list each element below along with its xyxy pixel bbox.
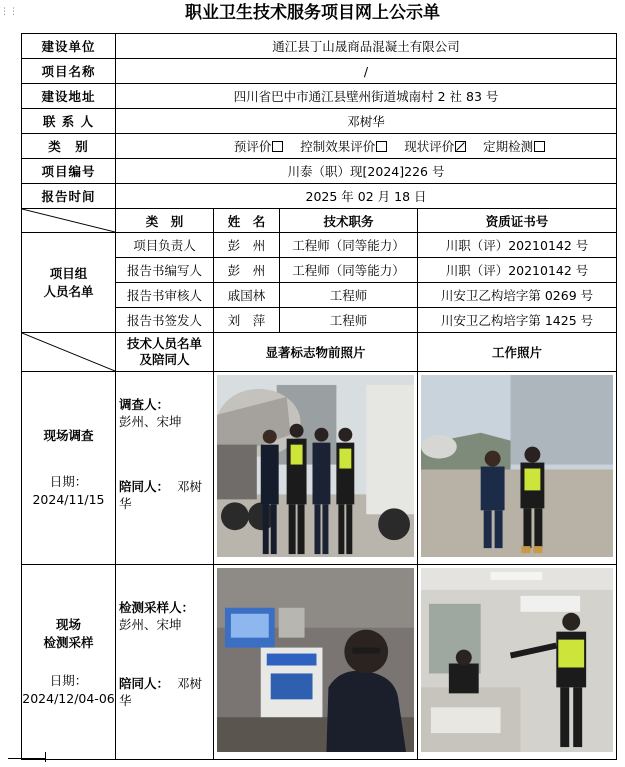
unit-label: 建设单位 [22, 34, 116, 59]
option-label: 现状评价 [404, 139, 455, 154]
drag-handle-icon[interactable]: ⋮⋮ [0, 7, 18, 17]
row-unit [22, 34, 617, 59]
code-label: 项目编号 [22, 159, 116, 184]
sign-photo-survey [217, 375, 414, 557]
staff-name: 彭 州 [214, 233, 280, 258]
option-control-effect [300, 139, 392, 154]
survey-date-label: 日期： [49, 474, 88, 489]
sampling-row [22, 565, 617, 760]
sign-photo-sampling [217, 568, 414, 752]
staff-role: 报告书审核人 [116, 283, 214, 308]
staff-header-title: 技术职务 [280, 209, 418, 233]
staff-header-category: 类 别 [116, 209, 214, 233]
option-label: 预评价 [233, 139, 272, 154]
sign-photo-cell [214, 372, 418, 565]
staff-header-cert: 资质证书号 [418, 209, 617, 233]
survey-label-cell [22, 372, 116, 565]
row-code [22, 159, 617, 184]
option-label: 控制效果评价 [300, 139, 376, 154]
staff-name: 刘 萍 [214, 308, 280, 333]
time-label: 报告时间 [22, 184, 116, 209]
row-address [22, 84, 617, 109]
investigator-label: 调查人： [119, 397, 170, 412]
photo-header-people-line2: 及陪同人 [139, 352, 190, 367]
project-label: 项目名称 [22, 59, 116, 84]
staff-group-label [22, 233, 116, 333]
sampling-label-cell [22, 565, 116, 760]
escort-name: 邓树华 [119, 676, 202, 708]
footer-tick [45, 752, 46, 762]
contact-value: 邓树华 [116, 109, 617, 134]
photo-header-sign: 显著标志物前照片 [214, 333, 418, 372]
row-time [22, 184, 617, 209]
sampling-date-label: 日期： [49, 673, 88, 688]
staff-cert: 川职（评）20210142 号 [418, 233, 617, 258]
sampling-people-cell [116, 565, 214, 760]
staff-header-name: 姓 名 [214, 209, 280, 233]
time-value: 2025 年 02 月 18 日 [116, 184, 617, 209]
staff-group-label-line2: 人员名单 [43, 283, 94, 299]
staff-role: 报告书签发人 [116, 308, 214, 333]
category-label: 类 别 [22, 134, 116, 159]
address-value: 四川省巴中市通江县壁州街道城南村 2 社 83 号 [116, 84, 617, 109]
staff-cert: 川职（评）20210142 号 [418, 258, 617, 283]
checkbox-icon[interactable] [376, 141, 387, 152]
row-project [22, 59, 617, 84]
work-photo-sampling [421, 568, 613, 752]
sign-photo-cell [214, 565, 418, 760]
footer-line [8, 758, 46, 759]
option-pre-evaluation [234, 139, 289, 154]
staff-cert: 川安卫乙构培字第 1425 号 [418, 308, 617, 333]
sampling-date: 2024/12/04-06 [22, 691, 115, 706]
unit-value: 通江县丁山晟商品混凝土有限公司 [116, 34, 617, 59]
diagonal-line [22, 209, 115, 232]
staff-title: 工程师 [280, 308, 418, 333]
notice-table [21, 33, 617, 760]
survey-people-cell [116, 372, 214, 565]
staff-name: 戚国林 [214, 283, 280, 308]
staff-title: 工程师（同等能力） [280, 258, 418, 283]
sampler-names: 彭州、宋坤 [119, 617, 182, 632]
investigator-names: 彭州、宋坤 [119, 414, 182, 429]
escort-label: 陪同人： [119, 479, 170, 494]
diagonal-line [22, 333, 115, 371]
photo-header-row [22, 333, 617, 372]
staff-row [22, 233, 617, 258]
option-status-evaluation [404, 139, 471, 154]
staff-role: 项目负责人 [116, 233, 214, 258]
address-label: 建设地址 [22, 84, 116, 109]
staff-title: 工程师 [280, 283, 418, 308]
work-photo-survey [421, 375, 613, 557]
photo-header-people [116, 333, 214, 372]
project-value: / [116, 59, 617, 84]
row-category [22, 134, 617, 159]
category-options [116, 134, 617, 159]
staff-title: 工程师（同等能力） [280, 233, 418, 258]
survey-label: 现场调查 [43, 428, 94, 443]
staff-cert: 川安卫乙构培字第 0269 号 [418, 283, 617, 308]
row-contact [22, 109, 617, 134]
option-label: 定期检测 [483, 139, 534, 154]
staff-name: 彭 州 [214, 258, 280, 283]
page-title: 职业卫生技术服务项目网上公示单 [185, 3, 440, 23]
checked-checkbox-icon[interactable] [455, 141, 466, 152]
checkbox-icon[interactable] [272, 141, 283, 152]
work-photo-cell [418, 372, 617, 565]
diagonal-cell [22, 333, 116, 372]
sampling-label-line2: 检测采样 [43, 635, 94, 650]
photo-header-people-line1: 技术人员名单 [126, 336, 202, 351]
checkbox-icon[interactable] [534, 141, 545, 152]
photo-header-work: 工作照片 [418, 333, 617, 372]
diagonal-cell [22, 209, 116, 233]
staff-role: 报告书编写人 [116, 258, 214, 283]
work-photo-cell [418, 565, 617, 760]
staff-group-label-line1: 项目组 [49, 265, 88, 281]
survey-row [22, 372, 617, 565]
survey-date: 2024/11/15 [32, 492, 105, 507]
contact-label: 联 系 人 [22, 109, 116, 134]
escort-name: 邓树华 [119, 479, 202, 511]
sampler-label: 检测采样人： [119, 600, 195, 615]
escort-label: 陪同人： [119, 676, 170, 691]
sampling-label-line1: 现场 [55, 617, 81, 632]
code-value: 川泰（职）现[2024]226 号 [116, 159, 617, 184]
option-periodic-detection [483, 139, 546, 154]
staff-header-row [22, 209, 617, 233]
